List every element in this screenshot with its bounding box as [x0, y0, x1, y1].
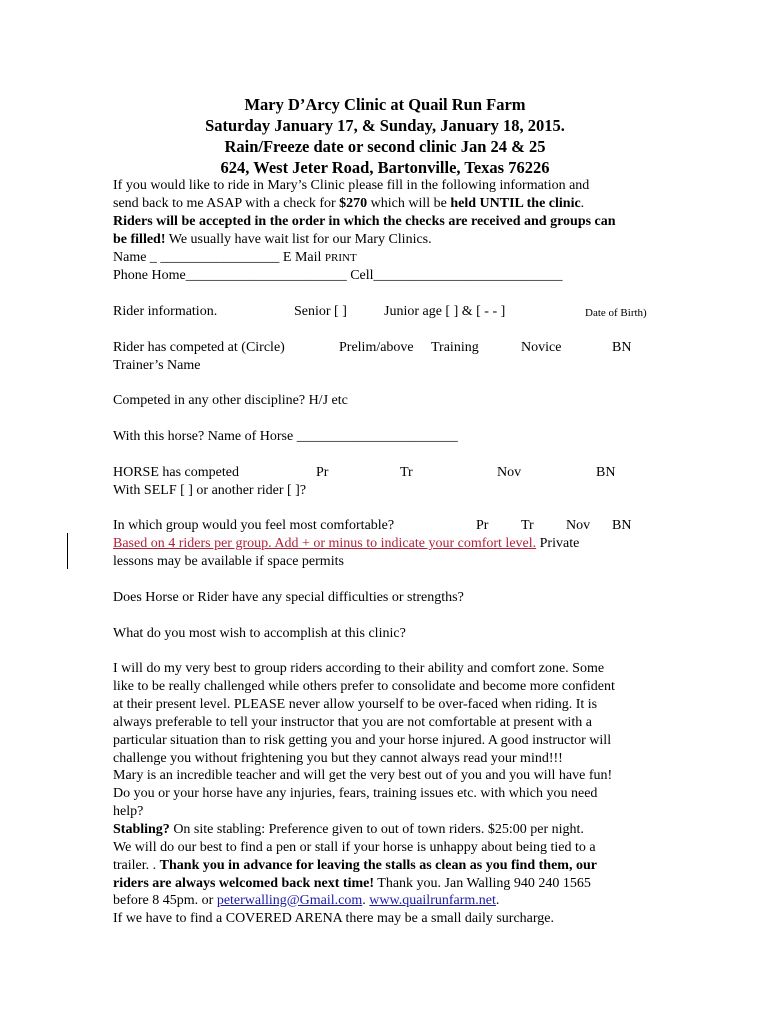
- clinic-address: 624, West Jeter Road, Bartonville, Texas 76226: [220, 158, 550, 177]
- stabling-label: Stabling?: [113, 822, 170, 837]
- group-note-line: [113, 535, 579, 553]
- intro-text: We usually have wait list for our Mary Clinics.: [165, 232, 432, 247]
- trainer-name-field[interactable]: Trainer’s Name: [113, 358, 201, 373]
- stalls-clean-note: Thank you in advance for leaving the stalls as clean as you find them, our: [159, 858, 597, 873]
- group-pr-option[interactable]: Pr: [476, 518, 489, 533]
- intro-line-3: Riders will be accepted in the order in which the checks are received and groups can: [113, 214, 616, 229]
- intro-text: .: [580, 196, 585, 211]
- group-bn-option[interactable]: BN: [612, 518, 632, 533]
- senior-checkbox[interactable]: Senior [ ]: [294, 304, 347, 319]
- intro-text: send back to me ASAP with a check for: [113, 196, 340, 211]
- phone-field[interactable]: Phone Home_______________________ Cell___________________________: [113, 268, 563, 283]
- level-bn-option[interactable]: BN: [612, 340, 632, 355]
- intro-text: which will be: [367, 196, 451, 211]
- body-line: I will do my very best to group riders according to their ability and comfort zone. Some: [113, 661, 605, 676]
- body-line: Do you or your horse have any injuries, fears, training issues etc. with which you need: [113, 786, 598, 801]
- body-line: particular situation than to risk getting you and your horse injured. A good instructor will: [113, 733, 612, 748]
- print-note: PRINT: [324, 252, 357, 264]
- group-nov-option[interactable]: Nov: [566, 518, 591, 533]
- welcome-back-note: riders are always welcomed back next time!: [113, 876, 375, 891]
- body-line: [113, 875, 591, 893]
- body-text: trailer. .: [113, 858, 160, 873]
- level-training-option[interactable]: Training: [431, 340, 479, 355]
- body-text: .: [495, 893, 500, 908]
- email-link[interactable]: peterwalling@Gmail.com: [216, 893, 363, 908]
- horse-competed-label: HORSE has competed: [113, 465, 239, 480]
- clinic-dates: Saturday January 17, & Sunday, January 18, 2015.: [205, 116, 565, 135]
- body-line: at their present level. PLEASE never allow yourself to be over-faced when riding. It is: [113, 697, 598, 712]
- horse-pr-option[interactable]: Pr: [316, 465, 329, 480]
- rain-date: Rain/Freeze date or second clinic Jan 24 & 25: [224, 137, 546, 156]
- body-text: .: [362, 893, 370, 908]
- group-tr-option[interactable]: Tr: [521, 518, 534, 533]
- rider-info-label: Rider information.: [113, 304, 218, 319]
- horse-bn-option[interactable]: BN: [596, 465, 616, 480]
- dob-label: Date of Birth): [585, 307, 647, 319]
- body-line: always preferable to tell your instructor that you are not comfortable at present with a: [113, 715, 592, 730]
- covered-arena-note: If we have to find a COVERED ARENA there may be a small daily surcharge.: [113, 911, 555, 926]
- horse-nov-option[interactable]: Nov: [497, 465, 522, 480]
- body-line: [113, 857, 597, 875]
- group-question: In which group would you feel most comfortable?: [113, 518, 395, 533]
- level-prelim-option[interactable]: Prelim/above: [339, 340, 414, 355]
- comfort-level-instruction: Based on 4 riders per group. Add + or minus to indicate your comfort level.: [113, 536, 537, 551]
- margin-change-bar: [67, 533, 68, 569]
- private-lessons-note: lessons may be available if space permits: [113, 554, 344, 569]
- with-self-checkboxes[interactable]: With SELF [ ] or another rider [ ]?: [113, 483, 307, 498]
- clinic-price: $270: [339, 196, 368, 211]
- intro-line-2: [113, 195, 584, 213]
- name-email-label: Name _ _________________ E Mail: [113, 250, 325, 265]
- accomplish-question: What do you most wish to accomplish at this clinic?: [113, 626, 406, 641]
- stabling-text: On site stabling: Preference given to out of town riders. $25:00 per night.: [169, 822, 584, 837]
- stabling-line: [113, 821, 584, 839]
- intro-line-4: [113, 231, 432, 249]
- held-until-clinic: held UNTIL the clinic: [450, 196, 581, 211]
- other-discipline-question: Competed in any other discipline? H/J etc: [113, 393, 348, 408]
- difficulties-question: Does Horse or Rider have any special difficulties or strengths?: [113, 590, 464, 605]
- private-text: Private: [536, 536, 580, 551]
- level-novice-option[interactable]: Novice: [521, 340, 562, 355]
- body-line: Mary is an incredible teacher and will get the very best out of you and you will have fun!: [113, 768, 613, 783]
- body-line: challenge you without frightening you but they cannot always read your mind!!!: [113, 751, 563, 766]
- horse-tr-option[interactable]: Tr: [400, 465, 413, 480]
- rider-competed-label: Rider has competed at (Circle): [113, 340, 285, 355]
- name-email-field[interactable]: [113, 249, 357, 267]
- body-line: like to be really challenged while others prefer to consolidate and become more confident: [113, 679, 615, 694]
- horse-name-field[interactable]: With this horse? Name of Horse _______________________: [113, 429, 458, 444]
- body-text: before 8 45pm. or: [113, 893, 217, 908]
- website-link[interactable]: www.quailrunfarm.net: [369, 893, 496, 908]
- junior-age-field[interactable]: Junior age [ ] & [ - - ]: [384, 304, 506, 319]
- body-line: help?: [113, 804, 144, 819]
- be-filled: be filled!: [113, 232, 166, 247]
- clinic-title: Mary D’Arcy Clinic at Quail Run Farm: [244, 95, 526, 114]
- contact-info: Thank you. Jan Walling 940 240 1565: [374, 876, 591, 891]
- contact-line: [113, 892, 499, 910]
- body-line: We will do our best to find a pen or stall if your horse is unhappy about being tied to a: [113, 840, 596, 855]
- intro-line-1: If you would like to ride in Mary’s Clinic please fill in the following information and: [113, 178, 590, 193]
